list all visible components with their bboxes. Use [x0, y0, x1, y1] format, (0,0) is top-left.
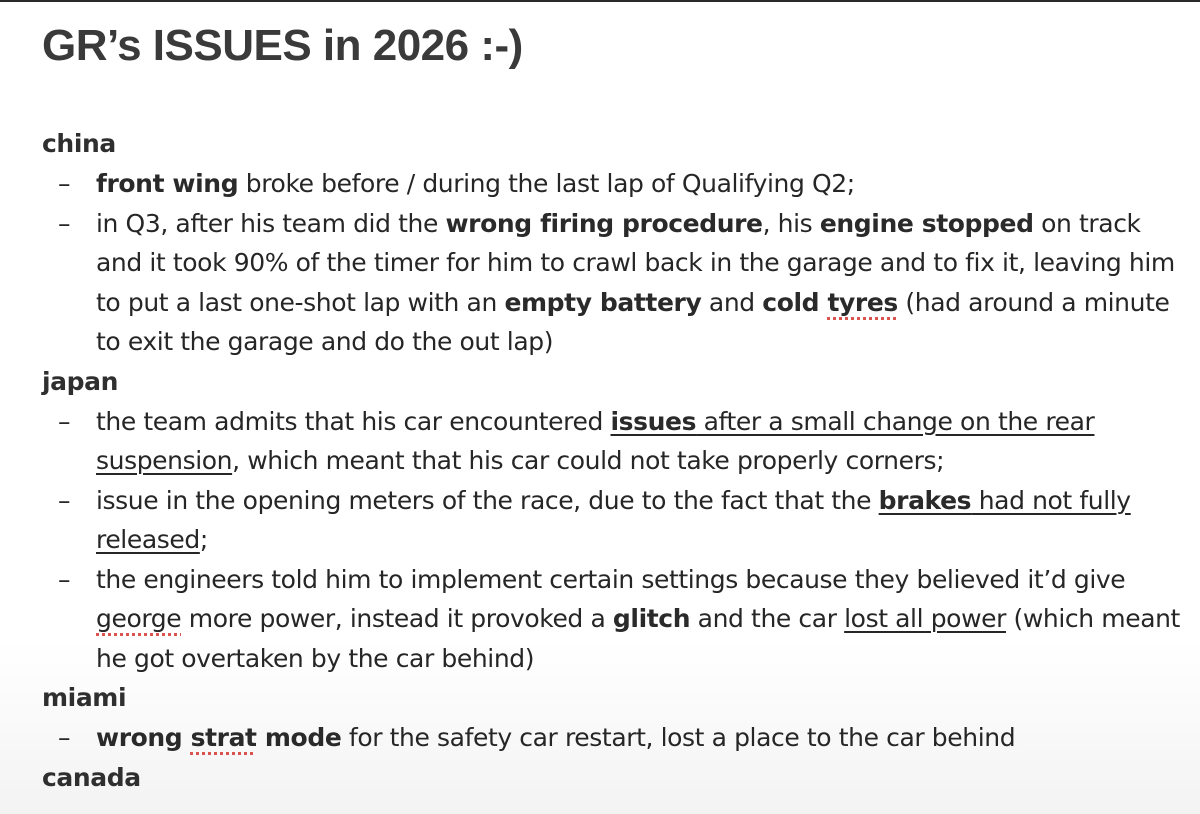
- spellcheck-mark: [96, 604, 181, 633]
- section-heading: canada: [42, 762, 141, 792]
- section-china: [42, 124, 1182, 362]
- issue-item: [42, 560, 1182, 679]
- text-run: cold: [762, 287, 828, 317]
- text-run: (had around a minute to exit the garage and do the out lap): [96, 287, 1170, 356]
- page-title: GR’s ISSUES in 2026 :-): [42, 21, 523, 70]
- section-heading: japan: [42, 366, 119, 396]
- text-run: had not fully released: [96, 485, 1131, 554]
- issue-item: [42, 481, 1182, 560]
- text-run: issues: [610, 406, 697, 436]
- issue-list: [42, 718, 1182, 758]
- text-run: empty battery: [504, 287, 702, 317]
- top-border: [0, 0, 1200, 2]
- section-japan: [42, 362, 1182, 679]
- text-run: and the car: [690, 604, 845, 633]
- underlined-text: [610, 407, 696, 436]
- bold-text: [445, 209, 762, 238]
- text-run: on track and it took 90% of the timer for him to crawl back in the garage and to fix it, leaving him to put a last one-shot lap with an: [96, 208, 1175, 317]
- text-run: wrong firing procedure: [445, 208, 763, 238]
- text-run: ;: [199, 525, 208, 554]
- bold-text: [504, 288, 701, 317]
- text-run: broke before / during the last lap of Qualifying Q2;: [238, 169, 855, 198]
- document-body: [42, 16, 1182, 798]
- bold-text: [257, 723, 342, 752]
- text-run: , which meant that his car could not take properly corners;: [232, 446, 945, 475]
- bold-text: [191, 723, 257, 752]
- text-run: front wing: [96, 169, 239, 198]
- issue-item: [42, 402, 1182, 481]
- text-run: more power, instead it provoked a: [181, 604, 613, 633]
- bold-text: [879, 486, 972, 515]
- section-heading: miami: [42, 683, 127, 712]
- spellcheck-mark: [827, 288, 897, 317]
- text-run: strat: [190, 723, 257, 752]
- issue-list: [42, 164, 1182, 362]
- issue-item: [42, 204, 1182, 362]
- bullet-dash: –: [58, 169, 71, 198]
- spellcheck-mark: [191, 723, 257, 752]
- text-run: wrong: [96, 723, 191, 752]
- bullet-dash: –: [58, 564, 71, 594]
- text-run: after a small change on the rear suspension: [96, 406, 1095, 475]
- text-run: engine stopped: [819, 208, 1034, 238]
- issues-list: [42, 124, 1182, 798]
- text-run: mode: [256, 723, 342, 752]
- text-run: and: [701, 287, 763, 317]
- text-run: in Q3, after his team did the: [96, 208, 446, 238]
- bold-text: [610, 407, 696, 436]
- underlined-text: [879, 486, 972, 515]
- underlined-text: [844, 604, 1006, 633]
- text-run: issue in the opening meters of the race, due to the fact that the: [96, 485, 879, 515]
- issue-item: [42, 164, 1182, 204]
- bold-text: [96, 723, 191, 752]
- section-heading: china: [42, 129, 116, 158]
- text-run: for the safety car restart, lost a place to the car behind: [341, 723, 1016, 752]
- issue-list: [42, 402, 1182, 679]
- text-run: brakes: [878, 485, 972, 515]
- text-run: the engineers told him to implement certain settings because they believed it’d give: [96, 564, 1126, 594]
- bold-text: [820, 209, 1034, 238]
- text-run: tyres: [827, 287, 898, 317]
- bullet-dash: –: [58, 406, 71, 436]
- text-run: george: [96, 604, 182, 633]
- text-run: , his: [762, 208, 820, 238]
- text-run: the team admits that his car encountered: [96, 406, 611, 436]
- bold-text: [762, 288, 827, 317]
- bold-text: [96, 169, 238, 198]
- bullet-dash: –: [58, 485, 71, 515]
- bullet-dash: –: [58, 208, 71, 238]
- section-miami: [42, 678, 1182, 758]
- bold-text: [827, 288, 897, 317]
- section-canada: [42, 758, 1182, 798]
- text-run: lost all power: [844, 604, 1006, 633]
- issue-item: [42, 718, 1182, 758]
- bold-text: [613, 604, 690, 633]
- text-run: glitch: [612, 604, 691, 633]
- bullet-dash: –: [58, 723, 71, 752]
- text-run: (which meant he got overtaken by the car behind): [96, 604, 1180, 673]
